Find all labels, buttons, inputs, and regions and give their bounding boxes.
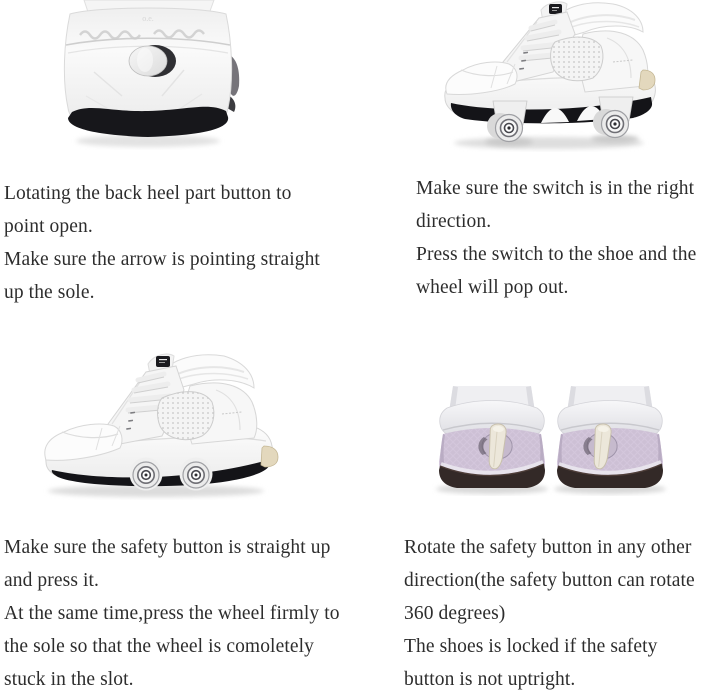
right-heel bbox=[557, 386, 663, 488]
heel-pull-tab bbox=[261, 446, 278, 467]
caption-line: up the sole. bbox=[4, 282, 95, 303]
mesh-dots bbox=[551, 37, 603, 81]
caption-line: Make sure the switch is in the right bbox=[416, 178, 695, 199]
two-heels-safety-button-photo bbox=[432, 384, 670, 496]
caption-line: Lotating the back heel part button to bbox=[4, 183, 292, 204]
caption-line: Make sure the arrow is pointing straight bbox=[4, 249, 320, 270]
heel-pull-tab bbox=[639, 70, 655, 90]
left-heel bbox=[439, 386, 545, 488]
tongue-label-mark bbox=[159, 359, 167, 360]
caption-line: wheel will pop out. bbox=[416, 277, 569, 298]
heel-sole bbox=[68, 107, 228, 137]
shoe-wheels-out-photo bbox=[437, 0, 663, 152]
caption-line: 360 degrees) bbox=[404, 603, 506, 624]
caption-line: button is not uptright. bbox=[404, 669, 576, 690]
caption-line: direction. bbox=[416, 211, 492, 232]
caption-line: Press the switch to the shoe and the bbox=[416, 244, 697, 265]
caption-bottom-left bbox=[4, 531, 340, 695]
heel-release-button bbox=[129, 45, 176, 77]
caption-line: and press it. bbox=[4, 570, 99, 591]
caption-line: At the same time,press the wheel firmly to bbox=[4, 603, 340, 624]
front-wheel bbox=[496, 115, 523, 142]
caption-line: Make sure the safety button is straight up bbox=[4, 537, 331, 558]
tongue-label bbox=[549, 4, 562, 14]
caption-top-right bbox=[416, 172, 696, 304]
heel-button-closeup-photo bbox=[56, 0, 240, 150]
caption-line: the sole so that the wheel is comoletely bbox=[4, 636, 314, 657]
caption-line: The shoes is locked if the safety bbox=[404, 636, 658, 657]
caption-bottom-right bbox=[404, 531, 695, 695]
caption-line: Rotate the safety button in any other bbox=[404, 537, 692, 558]
mesh-dots bbox=[158, 392, 214, 440]
tongue-label bbox=[156, 356, 170, 367]
tongue-label-mark bbox=[552, 7, 559, 8]
caption-line: stuck in the slot. bbox=[4, 669, 134, 690]
shoe-wheels-retracted-photo bbox=[36, 346, 286, 500]
tongue-label-mark bbox=[159, 362, 165, 363]
embossed-mark: o.e. bbox=[142, 14, 154, 23]
rear-wheel bbox=[602, 111, 629, 138]
retracted-front-wheel bbox=[133, 462, 159, 488]
caption-line: direction(the safety button can rotate bbox=[404, 570, 695, 591]
tongue-label-mark bbox=[552, 10, 557, 11]
caption-top-left bbox=[4, 177, 320, 309]
caption-line: point open. bbox=[4, 216, 93, 237]
retracted-rear-wheel bbox=[183, 462, 209, 488]
